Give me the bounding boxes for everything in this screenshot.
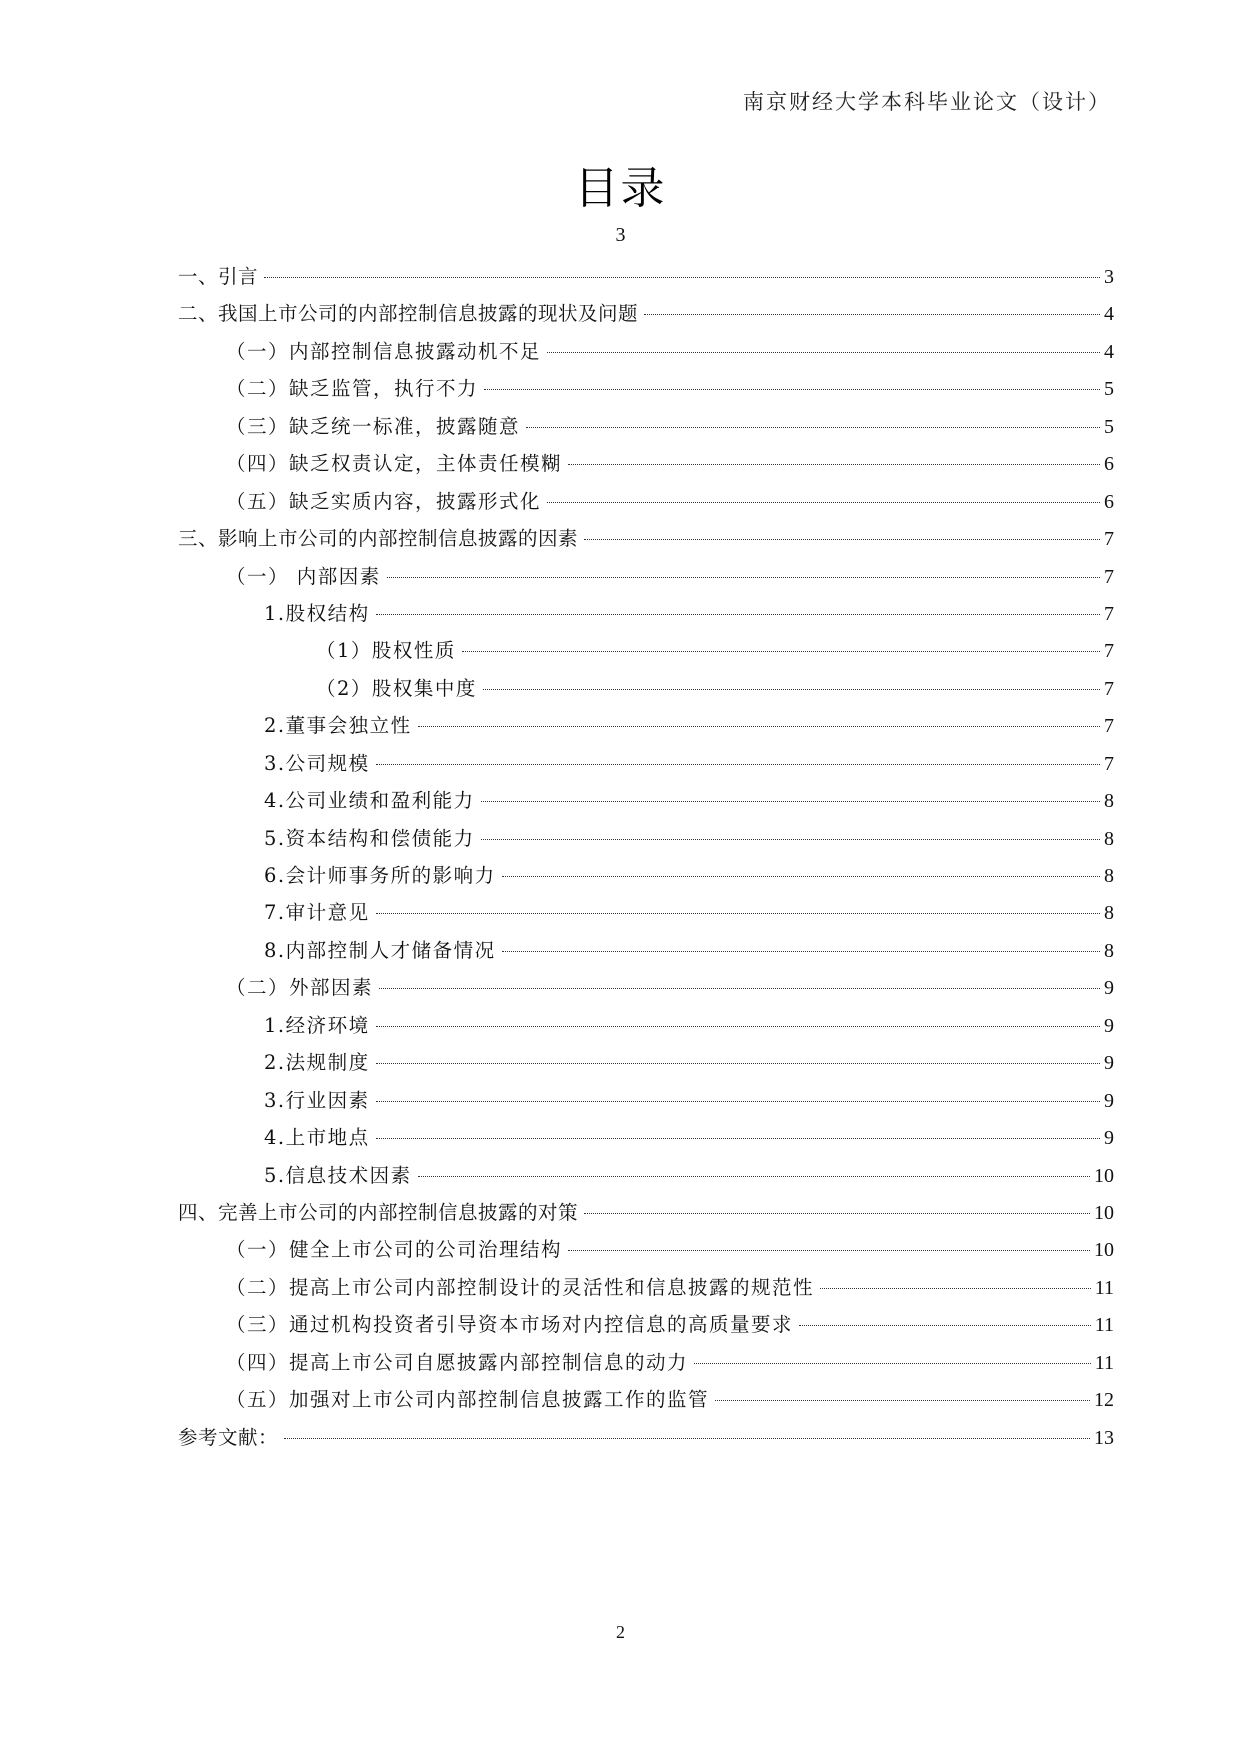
title-page-number: 3 bbox=[615, 224, 626, 246]
toc-entry-page: 8 bbox=[1104, 827, 1114, 850]
toc-entry[interactable] bbox=[178, 1419, 1114, 1456]
toc-dot-leader bbox=[547, 351, 1100, 353]
toc-dot-leader bbox=[694, 1362, 1091, 1364]
toc-dot-leader bbox=[526, 426, 1100, 428]
toc-entry-label: （五）加强对上市公司内部控制信息披露工作的监管 bbox=[226, 1388, 710, 1412]
toc-entry-label: 4.公司业绩和盈利能力 bbox=[264, 789, 475, 813]
toc-entry[interactable] bbox=[178, 1082, 1114, 1119]
toc-dot-leader bbox=[379, 987, 1100, 989]
toc-entry-page: 10 bbox=[1094, 1239, 1114, 1262]
toc-dot-leader bbox=[376, 1137, 1100, 1139]
toc-entry-label: 4.上市地点 bbox=[264, 1126, 370, 1150]
toc-entry[interactable] bbox=[178, 1194, 1114, 1231]
toc-entry-label: 三、影响上市公司的内部控制信息披露的因素 bbox=[178, 527, 579, 551]
toc-entry[interactable] bbox=[178, 1231, 1114, 1268]
toc-dot-leader bbox=[547, 501, 1100, 503]
toc-entry-page: 7 bbox=[1104, 640, 1114, 663]
page-title: 目录 bbox=[574, 163, 667, 214]
toc-entry-label: 2.董事会独立性 bbox=[264, 714, 412, 738]
toc-entry[interactable] bbox=[178, 745, 1114, 782]
toc-entry-label: （四）提高上市公司自愿披露内部控制信息的动力 bbox=[226, 1350, 689, 1374]
toc-entry-label: （二）提高上市公司内部控制设计的灵活性和信息披露的规范性 bbox=[226, 1275, 815, 1299]
toc-entry-label: （2）股权集中度 bbox=[316, 676, 477, 700]
toc-entry[interactable] bbox=[178, 894, 1114, 931]
toc-dot-leader bbox=[376, 613, 1100, 615]
toc-entry[interactable] bbox=[178, 408, 1114, 445]
toc-dot-leader bbox=[481, 800, 1100, 802]
toc-entry-label: 二、我国上市公司的内部控制信息披露的现状及问题 bbox=[178, 302, 639, 326]
toc-dot-leader bbox=[387, 576, 1100, 578]
toc-dot-leader bbox=[376, 763, 1100, 765]
toc-entry-label: 6.会计师事务所的影响力 bbox=[264, 864, 496, 887]
toc-dot-leader bbox=[584, 538, 1100, 540]
toc-entry-page: 7 bbox=[1104, 715, 1114, 738]
toc-entry[interactable] bbox=[178, 1157, 1114, 1194]
toc-entry[interactable] bbox=[178, 1007, 1114, 1044]
toc-entry-label: 1.经济环境 bbox=[264, 1013, 370, 1037]
toc-entry-page: 13 bbox=[1094, 1426, 1114, 1449]
toc-entry-page: 5 bbox=[1104, 378, 1114, 401]
toc-entry-page: 7 bbox=[1104, 752, 1114, 775]
table-of-contents bbox=[178, 258, 1114, 1456]
toc-entry[interactable] bbox=[178, 1381, 1114, 1418]
toc-dot-leader bbox=[715, 1399, 1090, 1401]
toc-dot-leader bbox=[484, 388, 1100, 390]
toc-entry-label: （一）健全上市公司的公司治理结构 bbox=[226, 1238, 563, 1262]
toc-entry-page: 9 bbox=[1104, 1127, 1114, 1150]
toc-entry-page: 11 bbox=[1094, 1314, 1114, 1337]
toc-entry-page: 9 bbox=[1104, 1089, 1114, 1112]
toc-entry[interactable] bbox=[178, 707, 1114, 744]
toc-entry[interactable] bbox=[178, 520, 1114, 557]
toc-entry-page: 8 bbox=[1104, 790, 1114, 813]
toc-entry[interactable] bbox=[178, 1344, 1114, 1381]
toc-dot-leader bbox=[264, 276, 1100, 278]
toc-dot-leader bbox=[568, 1249, 1090, 1251]
toc-entry-label: 5.资本结构和偿债能力 bbox=[264, 826, 475, 850]
toc-entry-label: （一）内部控制信息披露动机不足 bbox=[226, 339, 542, 363]
toc-entry-page: 4 bbox=[1104, 303, 1114, 326]
toc-entry-page: 10 bbox=[1094, 1164, 1114, 1187]
toc-entry-label: （四）缺乏权责认定，主体责任模糊 bbox=[226, 452, 563, 476]
toc-entry-page: 11 bbox=[1094, 1276, 1114, 1299]
toc-entry[interactable] bbox=[178, 1044, 1114, 1081]
toc-dot-leader bbox=[284, 1437, 1090, 1439]
toc-entry[interactable] bbox=[178, 820, 1114, 857]
toc-entry[interactable] bbox=[178, 932, 1114, 969]
toc-entry[interactable] bbox=[178, 670, 1114, 707]
toc-entry-page: 8 bbox=[1104, 902, 1114, 925]
toc-entry[interactable] bbox=[178, 782, 1114, 819]
toc-entry[interactable] bbox=[178, 483, 1114, 520]
toc-dot-leader bbox=[376, 1025, 1100, 1027]
toc-dot-leader bbox=[462, 650, 1100, 652]
toc-entry-page: 5 bbox=[1104, 415, 1114, 438]
toc-entry-label: （三）通过机构投资者引导资本市场对内控信息的高质量要求 bbox=[226, 1313, 794, 1337]
toc-entry[interactable] bbox=[178, 595, 1114, 632]
toc-entry-label: （二）外部因素 bbox=[226, 976, 374, 1000]
toc-entry-page: 7 bbox=[1104, 602, 1114, 625]
toc-entry-label: （1）股权性质 bbox=[316, 639, 456, 663]
toc-entry-label: 一、引言 bbox=[178, 265, 259, 288]
toc-entry[interactable] bbox=[178, 445, 1114, 482]
toc-dot-leader bbox=[568, 463, 1100, 465]
toc-entry-label: 参考文献： bbox=[178, 1425, 279, 1449]
toc-dot-leader bbox=[418, 1175, 1090, 1177]
toc-entry-label: （五）缺乏实质内容，披露形式化 bbox=[226, 489, 542, 513]
toc-entry-page: 7 bbox=[1104, 677, 1114, 700]
toc-dot-leader bbox=[820, 1287, 1091, 1289]
toc-entry[interactable] bbox=[178, 258, 1114, 295]
toc-dot-leader bbox=[376, 912, 1100, 914]
toc-entry[interactable] bbox=[178, 1306, 1114, 1343]
toc-entry[interactable] bbox=[178, 969, 1114, 1006]
toc-entry[interactable] bbox=[178, 333, 1114, 370]
toc-dot-leader bbox=[502, 875, 1100, 877]
toc-entry[interactable] bbox=[178, 370, 1114, 407]
toc-entry-label: 2.法规制度 bbox=[264, 1051, 370, 1075]
toc-entry-label: 3.行业因素 bbox=[264, 1088, 370, 1112]
toc-entry-page: 9 bbox=[1104, 977, 1114, 1000]
toc-entry-page: 3 bbox=[1104, 266, 1114, 288]
toc-entry-page: 12 bbox=[1094, 1389, 1114, 1412]
toc-entry-page: 9 bbox=[1104, 1014, 1114, 1037]
toc-dot-leader bbox=[481, 838, 1100, 840]
toc-entry[interactable] bbox=[178, 1119, 1114, 1156]
toc-dot-leader bbox=[418, 725, 1100, 727]
toc-entry[interactable] bbox=[178, 857, 1114, 894]
toc-entry[interactable] bbox=[178, 1269, 1114, 1306]
toc-entry-page: 6 bbox=[1104, 490, 1114, 513]
toc-entry-label: 3.公司规模 bbox=[264, 751, 370, 775]
toc-dot-leader bbox=[644, 313, 1100, 315]
toc-entry-label: （一） 内部因素 bbox=[226, 564, 381, 588]
toc-entry[interactable] bbox=[178, 632, 1114, 669]
toc-dot-leader bbox=[799, 1324, 1091, 1326]
toc-entry-label: 5.信息技术因素 bbox=[264, 1163, 412, 1187]
toc-dot-leader bbox=[584, 1212, 1090, 1214]
toc-dot-leader bbox=[502, 950, 1100, 952]
toc-entry-page: 9 bbox=[1104, 1052, 1114, 1075]
toc-entry-page: 8 bbox=[1104, 939, 1114, 962]
toc-entry-page: 4 bbox=[1104, 340, 1114, 363]
toc-entry-label: 8.内部控制人才储备情况 bbox=[264, 938, 496, 962]
toc-entry[interactable] bbox=[178, 295, 1114, 332]
toc-entry[interactable] bbox=[178, 558, 1114, 595]
toc-dot-leader bbox=[376, 1062, 1100, 1064]
toc-entry-label: 1.股权结构 bbox=[264, 601, 370, 625]
toc-entry-page: 11 bbox=[1094, 1351, 1114, 1374]
toc-entry-page: 7 bbox=[1104, 528, 1114, 551]
toc-dot-leader bbox=[376, 1100, 1100, 1102]
page-header: 南京财经大学本科毕业论文（设计） bbox=[743, 90, 1111, 114]
toc-dot-leader bbox=[483, 688, 1100, 690]
toc-entry-label: 四、完善上市公司的内部控制信息披露的对策 bbox=[178, 1200, 579, 1224]
toc-entry-label: （三）缺乏统一标准，披露随意 bbox=[226, 414, 521, 438]
toc-entry-label: 7.审计意见 bbox=[264, 901, 370, 925]
toc-entry-label: （二）缺乏监管，执行不力 bbox=[226, 377, 479, 401]
toc-entry-page: 8 bbox=[1104, 865, 1114, 887]
toc-entry-page: 10 bbox=[1094, 1201, 1114, 1224]
toc-entry-page: 6 bbox=[1104, 453, 1114, 476]
footer-page-number: 2 bbox=[616, 1622, 625, 1642]
toc-entry-page: 7 bbox=[1104, 565, 1114, 588]
